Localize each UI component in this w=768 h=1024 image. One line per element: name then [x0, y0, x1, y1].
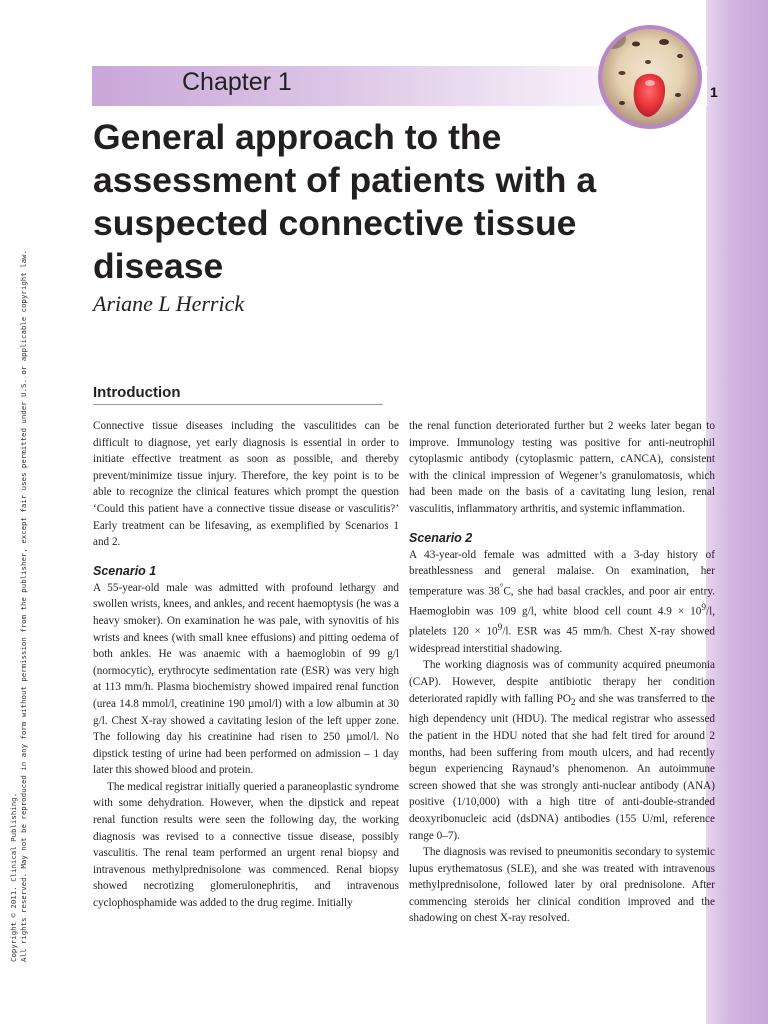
copyright-line-2: All rights reserved. May not be reproduced in any form without permission from the publisher, except fair uses permitted under U.S. or applicable copyright law. [19, 250, 28, 962]
page-edge-band [706, 0, 768, 1024]
scenario-1-paragraph-1: A 55-year-old male was admitted with profound lethargy and swollen wrists, knees, and ankles, and recent haemoptysis (he was a heavy smoker). On examination he was pale, with synovitis of his wrists and knees (with small knee effusions) and pitting oedema of both ankles. He was anaemic with a haemoglobin of 99 g/l (normocytic), erythrocyte sedimentation rate (ESR) was very high at 113 mm/h. Plasma biochemistry showed impaired renal function (urea 14.8 mmol/l, creatinine 190 µmol/l) with a low albumin at 30 g/l. Chest X-ray showed a cavitating lesion of the left upper zone. The following day his creatinine had risen to 250 µmol/l. No dipstick testing of urine had been performed on admission – 1 day later this showed blood and protein. [93, 581, 399, 777]
chapter-photo [598, 25, 702, 129]
clinical-photo-image [602, 29, 698, 125]
scenario-1-heading: Scenario 1 [93, 563, 157, 578]
section-heading-introduction: Introduction [93, 384, 181, 401]
text-column-left [93, 418, 399, 912]
scenario-1-paragraph-2: The medical registrar initially queried a paraneoplastic syndrome with some dehydration. However, when the dipstick and repeat renal function results were seen the following day, the working diagnosis was revised to a connective tissue disease, possibly vasculitis. The renal team performed an urgent renal biopsy and intravenous methylprednisolone was commenced. Renal biopsy showed necrotizing glomerulonephritis, and intravenous cyclophosphamide was added to the drug regime. Initially [93, 780, 399, 910]
scenario-2-paragraph-1: A 43-year-old female was admitted with a 3-day history of breathlessness and general malaise. On examination, her temperature was 38°C, she had basal crackles, and poor air entry. Haemoglobin was 109 g/l, white blood cell count $4.9 \times 10^9/l$, platelets $120 \times 10^9/l$. ESR was 45 mm/h. Chest X-ray showed widespread interstitial shadowing. [409, 548, 715, 655]
scenario-2-paragraph-2: The working diagnosis was of community acquired pneumonia (CAP). However, despite antibiotic therapy her condition deteriorated rapidly with falling $PO_2$ and she was transferred to the high dependency unit (HDU). The medical registrar who assessed the patient in the HDU noted that she had felt tired for around 2 months, had been suffering from mouth ulcers, and had recently begun experiencing Raynaud’s phenomenon. An autoimmune screen showed that she was strongly anti-nuclear antibody (ANA) positive (1/10,000) with a high titre of anti-double-stranded deoxyribonucleic acid (dsDNA) antibodies (155 U/ml, reference range 0–7). [409, 659, 715, 842]
author-name: Ariane L Herrick [93, 291, 245, 316]
introduction-paragraph: Connective tissue diseases including the vasculitides can be difficult to diagnose, yet early diagnosis is essential in order to initiate effective treatment as soon as possible, and thereby prevent/minimize tissue injury. Therefore, the key point is to be able to recognize the clinical features which prompt the question ‘Could this patient have a connective tissue disease or vasculitis?’ Early treatment can be lifesaving, as exemplified by Scenarios 1 and 2. [93, 420, 399, 549]
scenario-2-paragraph-3: The diagnosis was revised to pneumonitis secondary to systemic lupus erythematosus (SLE), and she was treated with intravenous methylprednisolone, followed later by oral prednisolone. After commencing steroids her clinical condition improved and the shadowing on chest X-ray resolved. [409, 846, 715, 925]
scenario-2-heading: Scenario 2 [409, 530, 473, 545]
chapter-label: Chapter 1 [182, 68, 292, 96]
section-divider [93, 404, 383, 405]
page-number: 1 [710, 84, 718, 100]
scenario-1-paragraph-3: the renal function deteriorated further but 2 weeks later began to improve. Immunology testing was positive for anti-neutrophil cytoplasmic antibody (cytoplasmic pattern, cANCA), consistent with the clinical impression of Wegener’s granulomatosis, which had been made on the basis of a cavitating lung lesion, renal vasculitis, inflammatory arthritis, and systemic inflammation. [409, 420, 715, 515]
chapter-title: General approach to the assessment of patients with a suspected connective tissue disease [93, 117, 597, 286]
copyright-line-1: Copyright © 2011. Clinical Publishing. [9, 792, 18, 962]
copyright-notice [9, 202, 29, 962]
text-column-right [409, 418, 715, 927]
